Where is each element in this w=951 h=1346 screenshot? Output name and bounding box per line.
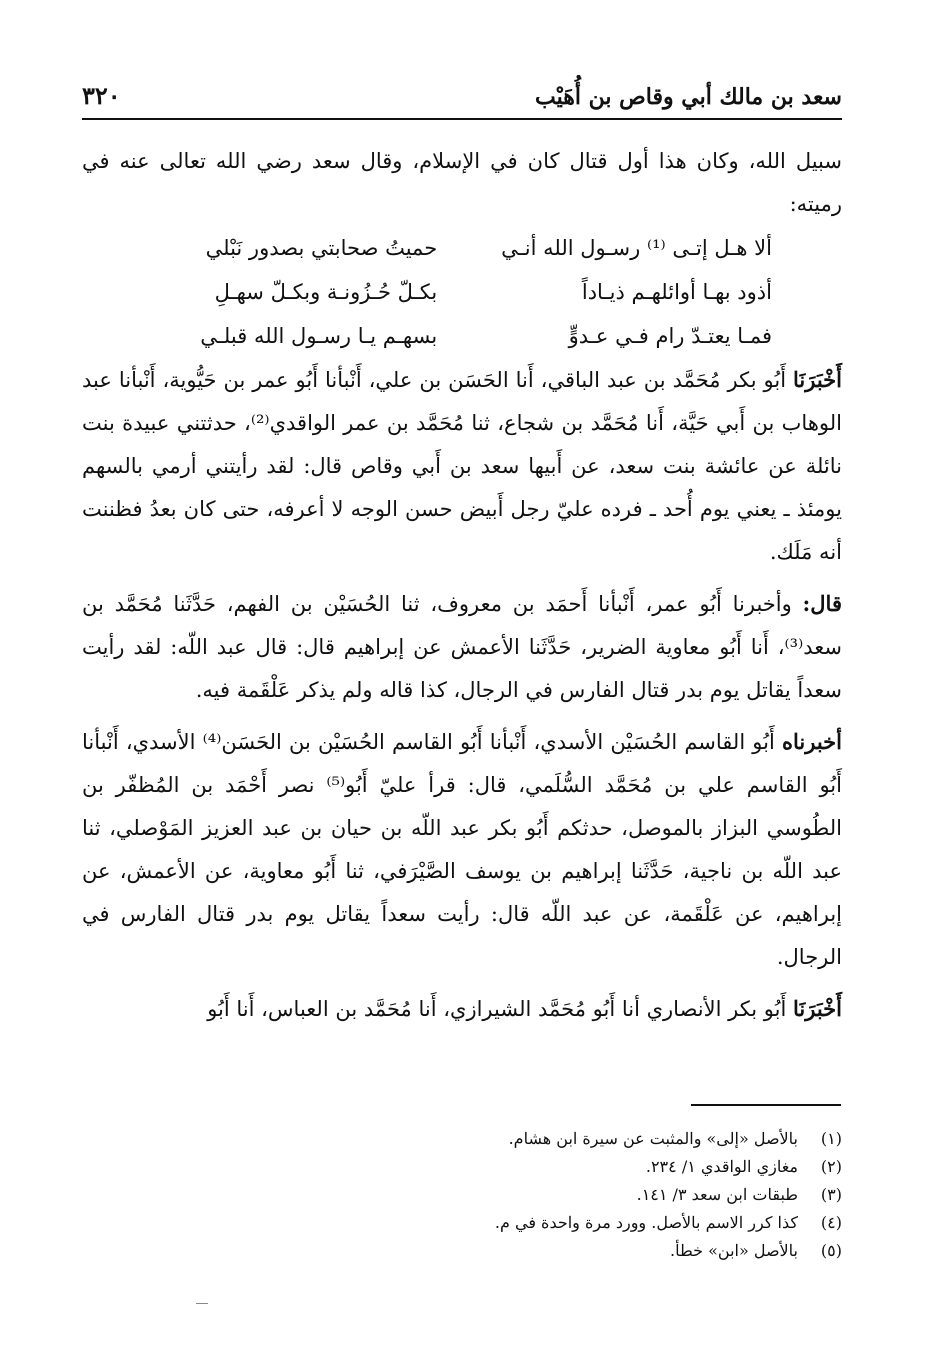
- footnote-number: (٣): [820, 1185, 842, 1204]
- footnote: [110, 1237, 842, 1265]
- paragraph-lead: قال:: [802, 591, 842, 616]
- paragraph-body: أَبُو القاسم الحُسَيْن الأسدي، أَنْبأنا أَبُو القاسم الحُسَيْن بن الحَسَن⁽⁴⁾ الأسدي، أَنْبأنا أَبُو القاسم علي بن مُحَمَّد السُّلَمي، قال: قرأ عليّ أَبُو⁽⁵⁾ نصر أَحْمَد بن المُظفّر بن الطُوسي البزاز بالموصل، حدثكم أَبُو بكر عبد اللّه بن حيان بن عبد العزيز المَوْصلي، ثنا عبد اللّه بن ناجية، حَدَّثَنا إبراهيم بن يوسف الصَّيْرَفي، ثنا أَبُو معاوية، عن الأعمش، عن إبراهيم، عن عَلْقَمة، عن عبد اللّه قال: رأيت سعداً يقاتل يوم بدر قتال الفارس في الرجال.: [82, 730, 842, 969]
- page-header: [82, 70, 842, 110]
- poem-second-hemistich: حميتُ صحابتي بصدور نَبْلي: [205, 236, 438, 260]
- paragraph-body: أَبُو بكر مُحَمَّد بن عبد الباقي، أَنا الحَسَن بن علي، أَنْبأنا أَبُو عمر بن حَيُّوية، أَنْبأنا عبد الوهاب بن أَبي حَيَّة، أَنا مُحَمَّد بن شجاع، ثنا مُحَمَّد بن عمر الواقدي⁽²⁾، حدثتني عبيدة بنت نائلة عن عائشة بنت سعد، عن أَبيها سعد بن أَبي وقاص قال: لقد رأيتني أرمي بالسهم يومئذ ـ يعني يوم أُحد ـ فرده عليّ رجل أَبيض حسن الوجه لا أعرفه، حتى كان بعدُ فظننت أنه مَلَك.: [82, 368, 842, 564]
- poem: [82, 226, 842, 358]
- poem-first-hemistich: فمـا يعتـدّ رام فـي عـدوٍّ: [568, 324, 772, 348]
- footnote-number: (٥): [820, 1241, 842, 1260]
- paragraph-5: [82, 987, 842, 1031]
- footnote-text: مغازي الواقدي ١/ ٢٣٤.: [645, 1157, 798, 1176]
- scan-mark: [196, 1303, 208, 1304]
- paragraph-1: سبيل الله، وكان هذا أول قتال كان في الإسلام، وقال سعد رضي الله تعالى عنه في رميته:: [82, 149, 842, 216]
- footnotes: [110, 1125, 842, 1265]
- footnote: [110, 1181, 842, 1209]
- footnote-text: طبقات ابن سعد ٣/ ١٤١.: [636, 1185, 798, 1204]
- paragraph-body: وأخبرنا أَبُو عمر، أَنْبأنا أَحمَد بن معروف، ثنا الحُسَيْن بن الفهم، حَدَّثَنا مُحَمَّد بن سعد⁽³⁾، أَنا أَبُو معاوية الضرير، حَدَّثَنا الأعمش عن إبراهيم قال: قال عبد اللّه: لقد رأيت سعداً يقاتل يوم بدر قتال الفارس في الرجال، كذا قاله ولم يذكر عَلْقَمة فيه.: [82, 592, 842, 702]
- header-rule: [82, 118, 842, 120]
- poem-second-hemistich: بكـلّ حُـزُونـة وبكـلّ سهـلِ: [214, 280, 438, 304]
- paragraph-body: أَبُو بكر الأنصاري أنا أَبُو مُحَمَّد الشيرازي، أَنا مُحَمَّد بن العباس، أَنا أَبُو: [207, 997, 794, 1021]
- footnote-text: كذا كرر الاسم بالأصل. وورد مرة واحدة في م.: [494, 1213, 798, 1232]
- paragraph-lead: أَخْبَرَنَا: [793, 996, 842, 1021]
- paragraph-3: [82, 582, 842, 712]
- footnote: [110, 1125, 842, 1153]
- page-number: ٣٢٠: [82, 81, 121, 110]
- poem-first-hemistich: ألا هـل إتـى ⁽¹⁾ رسـول الله أنـي: [501, 236, 772, 260]
- paragraph-lead: أخبرناه: [782, 729, 842, 754]
- footnote-number: (١): [820, 1129, 842, 1148]
- footnote: [110, 1209, 842, 1237]
- paragraph-4: [82, 720, 842, 979]
- footnote-number: (٤): [820, 1213, 842, 1232]
- footnote-number: (٢): [820, 1157, 842, 1176]
- poem-first-hemistich: أذود بهـا أوائلهـم ذيـاداً: [581, 280, 772, 304]
- poem-second-hemistich: بسهـم يـا رسـول الله قبلـي: [200, 324, 438, 348]
- paragraph-2: [82, 358, 842, 574]
- running-title: سعد بن مالك أبي وقاص بن أُهَيْب: [535, 84, 842, 110]
- main-text: [82, 140, 842, 1031]
- poem-line: [152, 270, 772, 314]
- poem-line: [152, 314, 772, 358]
- footnote-rule: [691, 1104, 841, 1106]
- footnote: [110, 1153, 842, 1181]
- footnote-text: بالأصل «إلى» والمثبت عن سيرة ابن هشام.: [508, 1129, 798, 1148]
- paragraph-lead: أَخْبَرَنَا: [793, 367, 842, 392]
- footnote-text: بالأصل «ابن» خطأ.: [670, 1241, 798, 1260]
- poem-line: [152, 226, 772, 270]
